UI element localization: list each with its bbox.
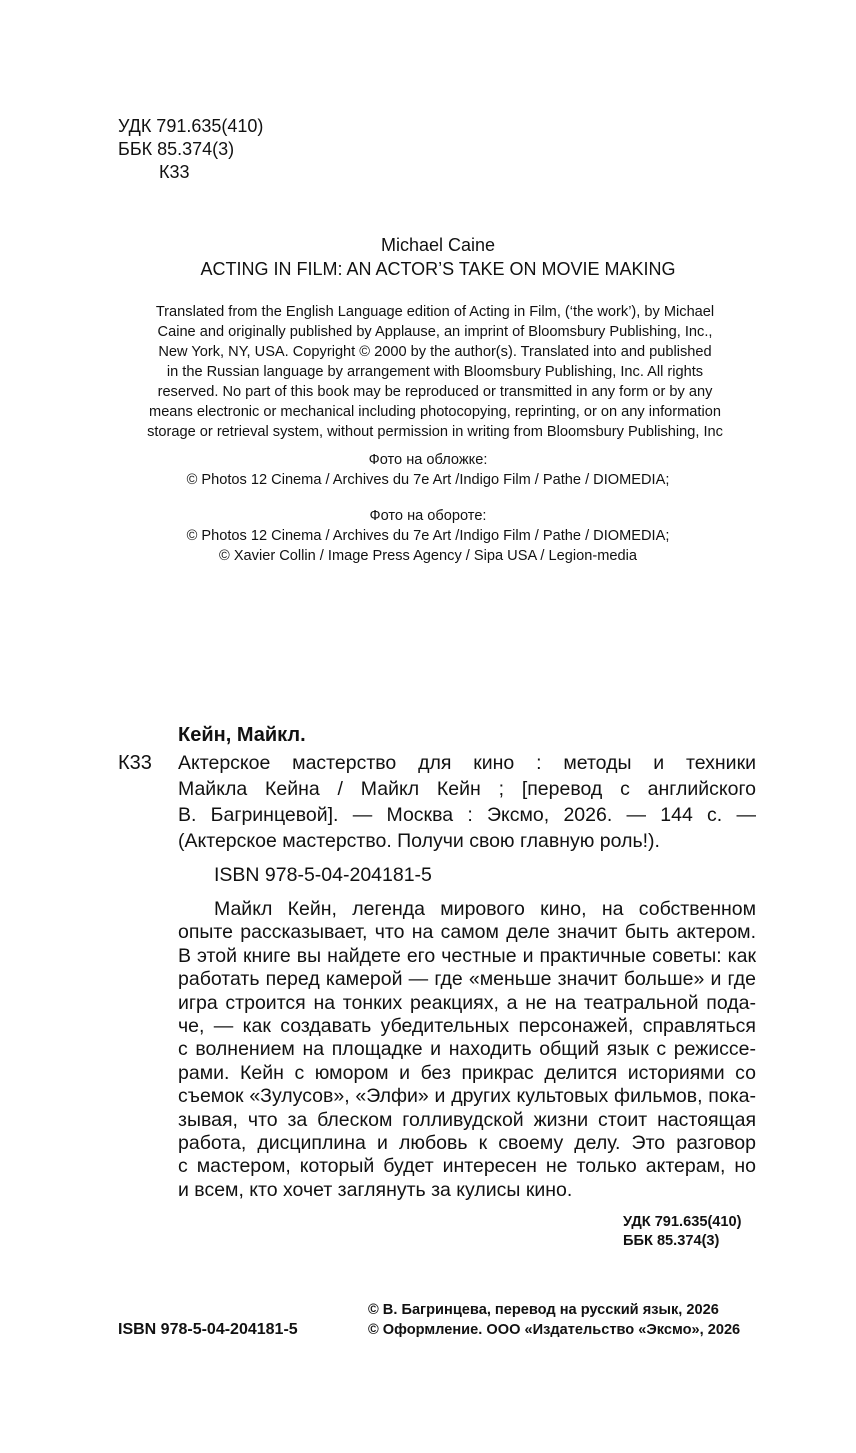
original-title: ACTING IN FILM: AN ACTOR’S TAKE ON MOVIE MAKING	[200, 259, 676, 279]
bib-description-line: (Актерское мастерство. Получи свою главную роль!).	[178, 830, 660, 852]
notice-line: Caine and originally published by Applause, an imprint of Bloomsbury Publishing, Inc.,	[157, 324, 713, 340]
annotation-line: рами. Кейн с юмором и без прикрас делится историями со	[178, 1061, 756, 1084]
annotation-line: работать перед камерой — где «меньше значит больше» и где	[178, 968, 756, 991]
credit-line: © Xavier Collin / Image Press Agency / Sipa USA / Legion-media	[219, 548, 637, 564]
author-code: К33	[159, 162, 190, 182]
annotation-line: с волнением на площадке и находить общий язык с режиссе-	[178, 1038, 756, 1061]
classification-codes-bottom	[623, 1213, 742, 1251]
annotation-line: игра строится на тонких реакциях, а не на театральной пода-	[178, 991, 756, 1014]
notice-line: reserved. No part of this book may be reproduced or transmitted in any form or by any	[157, 384, 713, 400]
notice-line: in the Russian language by arrangement with Bloomsbury Publishing, Inc. All rights	[166, 364, 704, 380]
annotation-line: и всем, кто хочет заглянуть за кулисы кино.	[178, 1178, 573, 1201]
bib-isbn: ISBN 978-5-04-204181-5	[214, 864, 432, 886]
annotation-line: че, — как создавать убедительных персонажей, справляться	[178, 1015, 756, 1038]
bib-description-line: Майкла Кейна / Майкл Кейн ; [перевод с английского	[178, 778, 756, 800]
bib-description-line: В. Багринцевой]. — Москва : Эксмо, 2026. — 144 с. —	[178, 804, 756, 826]
bib-description-line: Актерское мастерство для кино : методы и техники	[178, 752, 756, 774]
design-copyright: © Оформление. ООО «Издательство «Эксмо», 2026	[368, 1322, 741, 1338]
bib-author-heading: Кейн, Майкл.	[178, 724, 306, 746]
back-credits-label: Фото на обороте:	[369, 508, 487, 524]
annotation-line: Майкл Кейн, легенда мирового кино, на собственном	[214, 898, 756, 920]
udk-code-bottom: УДК 791.635(410)	[623, 1214, 742, 1230]
annotation-line: съемок «Зулусов», «Элфи» и других культовых фильмов, пока-	[178, 1085, 756, 1108]
notice-line: Translated from the English Language edition of Acting in Film, (‘the work’), by Michael	[155, 304, 715, 320]
bib-author-code: К33	[118, 752, 152, 774]
annotation-line: опыте рассказывает, что на самом деле значит быть актером.	[178, 921, 756, 944]
notice-line: means electronic or mechanical including photocopying, reprinting, or on any information	[149, 404, 721, 420]
footer-copyrights	[368, 1300, 740, 1340]
annotation	[178, 898, 756, 1202]
credit-line: © Photos 12 Cinema / Archives du 7e Art /Indigo Film / Pathe / DIOMEDIA;	[186, 528, 670, 544]
original-author: Michael Caine	[380, 235, 496, 255]
bib-description	[178, 746, 756, 854]
annotation-line: с мастером, который будет интересен не только актерам, но	[178, 1155, 756, 1178]
footer-isbn: ISBN 978-5-04-204181-5	[118, 1321, 298, 1338]
back-photo-credits	[0, 506, 856, 566]
credit-line: © Photos 12 Cinema / Archives du 7e Art /Indigo Film / Pathe / DIOMEDIA;	[186, 472, 670, 488]
cover-photo-credits	[0, 450, 856, 490]
cover-credits-label: Фото на обложке:	[368, 452, 488, 468]
annotation-line: зывая, что за блеском голливудской жизни стоит настоящая	[178, 1108, 756, 1131]
notice-line: New York, NY, USA. Copyright © 2000 by the author(s). Translated into and published	[158, 344, 712, 360]
notice-line: storage or retrieval system, without permission in writing from Bloomsbury Publishing, Inc	[147, 424, 723, 440]
annotation-line: работа, дисциплина и любовь к своему делу. Это разговор	[178, 1132, 756, 1155]
copyright-notice	[100, 302, 770, 442]
annotation-line: В этой книге вы найдете его честные и практичные советы: как	[178, 944, 756, 967]
bbk-code: ББК 85.374(3)	[118, 139, 235, 159]
translation-copyright: © В. Багринцева, перевод на русский язык, 2026	[368, 1302, 719, 1318]
bbk-code-bottom: ББК 85.374(3)	[623, 1233, 720, 1249]
udk-code: УДК 791.635(410)	[118, 116, 264, 136]
